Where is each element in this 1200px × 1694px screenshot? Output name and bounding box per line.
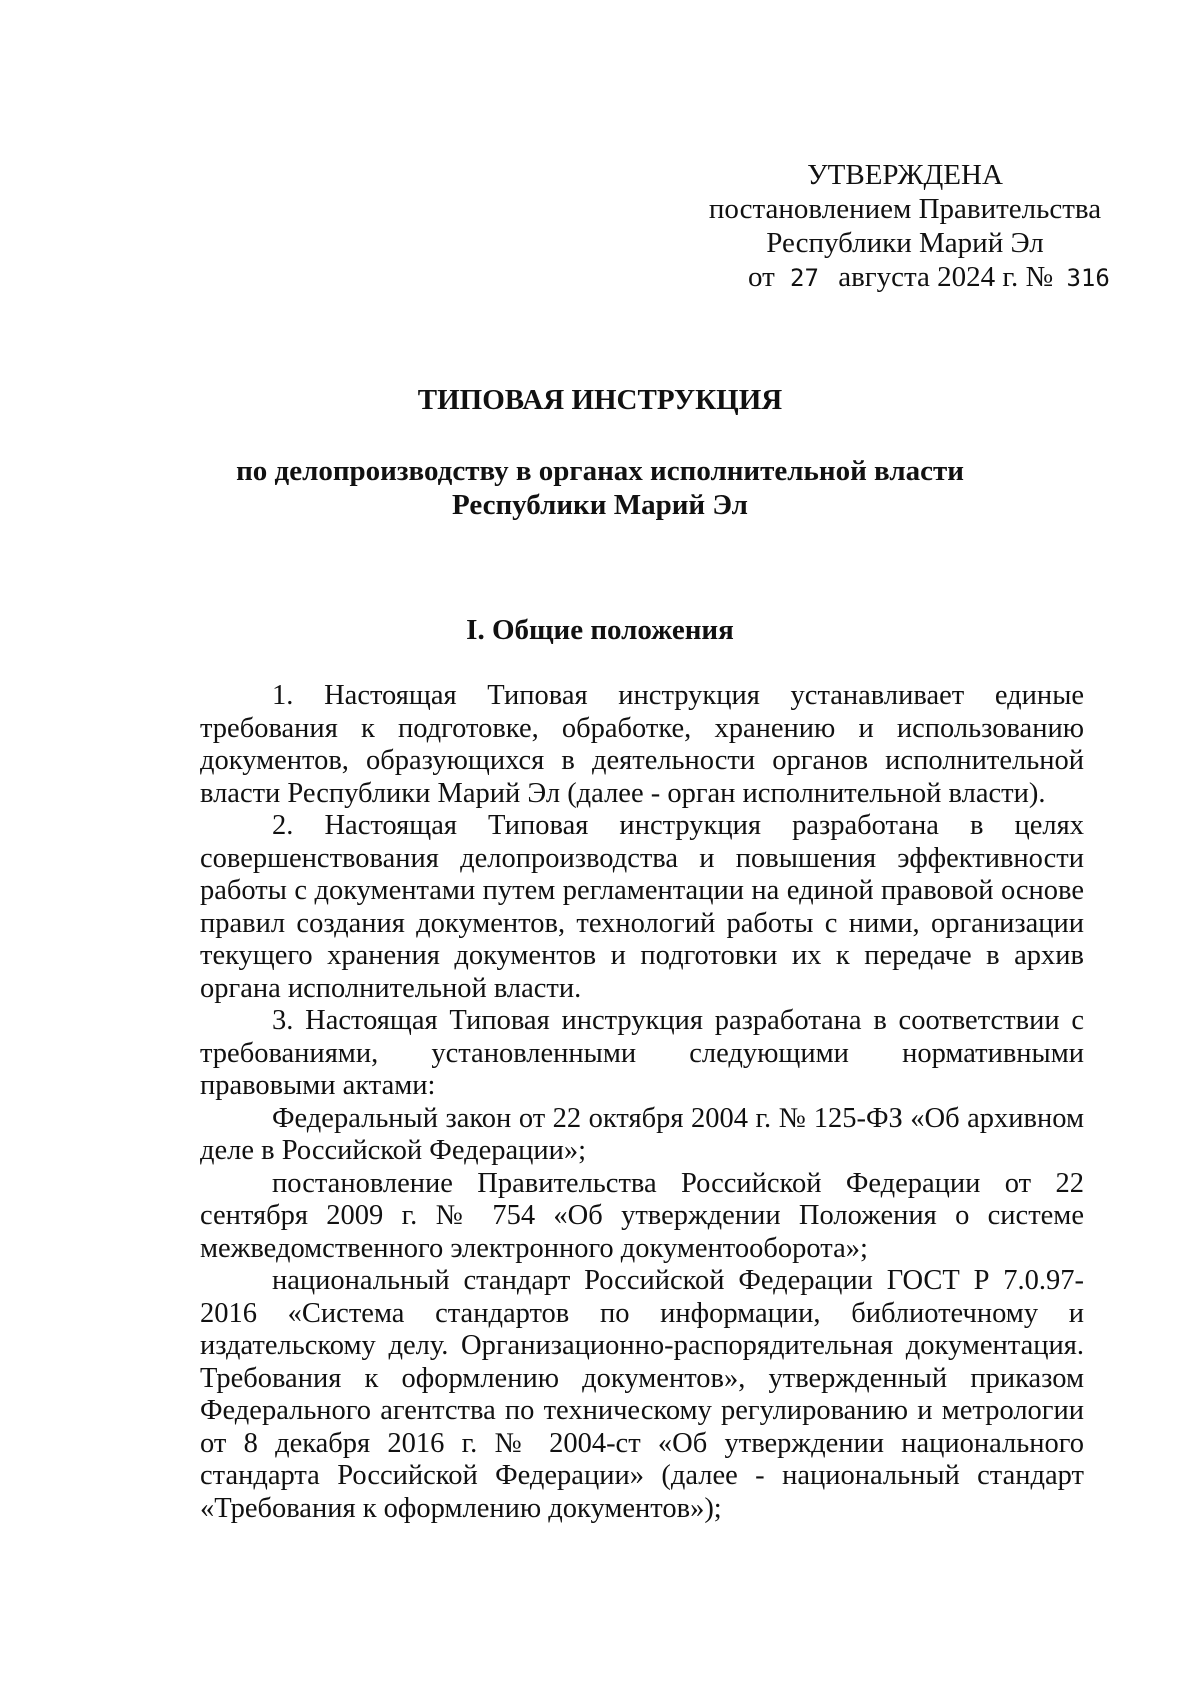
paragraph-federal-law: Федеральный закон от 22 октября 2004 г. № 125-ФЗ «Об архивном деле в Российской Федерации»; (200, 1102, 1084, 1166)
approval-stamp (700, 158, 1110, 295)
approval-heading: УТВЕРЖДЕНА (807, 159, 1003, 191)
decree-number: 316 (1066, 264, 1110, 292)
approval-decree: постановлением Правительства (708, 193, 1102, 225)
paragraph-3: 3. Настоящая Типовая инструкция разработана в соответствии с требованиями, установленными следующими нормативными правовыми актами: (200, 1005, 1084, 1101)
document-body (200, 680, 1084, 1525)
section-heading: I. Общие положения (466, 614, 734, 646)
document-subtitle (0, 454, 1200, 522)
approval-republic: Республики Марий Эл (766, 227, 1044, 259)
approval-date (700, 260, 1110, 295)
subtitle-line-2: Республики Марий Эл (452, 489, 748, 521)
date-prefix: от (748, 261, 775, 293)
paragraph-national-standard: национальный стандарт Российской Федерации ГОСТ Р 7.0.97-2016 «Система стандартов по информации, библиотечному и издательскому делу. Организационно-распорядительная документация. Требования к оформлению документов», утвержденный приказом Федерального агентства по техническому регулированию и метрологии от 8 декабря 2016 г. № 2004-ст «Об утверждении национального стандарта Российской Федерации» (далее - национальный стандарт «Требования к оформлению документов»); (200, 1265, 1084, 1524)
paragraph-government-decree: постановление Правительства Российской Федерации от 22 сентября 2009 г. № 754 «Об утверждении Положения о системе межведомственного электронного документооборота»; (200, 1167, 1084, 1264)
date-day: 27 (790, 264, 819, 292)
paragraph-2: 2. Настоящая Типовая инструкция разработана в целях совершенствования делопроизводства и повышения эффективности работы с документами путем регламентации на единой правовой основе правил создания документов, технологий работы с ними, организации текущего хранения документов и подготовки их к передаче в архив органа исполнительной власти. (200, 810, 1084, 1004)
date-rest: августа 2024 г. № (838, 261, 1054, 293)
paragraph-1: 1. Настоящая Типовая инструкция устанавливает единые требования к подготовке, обработке, хранению и использованию документов, образующихся в деятельности органов исполнительной власти Республики Марий Эл (далее - орган исполнительной власти). (200, 680, 1084, 809)
document-title: ТИПОВАЯ ИНСТРУКЦИЯ (417, 384, 783, 416)
subtitle-line-1: по делопроизводству в органах исполнительной власти (236, 455, 964, 487)
